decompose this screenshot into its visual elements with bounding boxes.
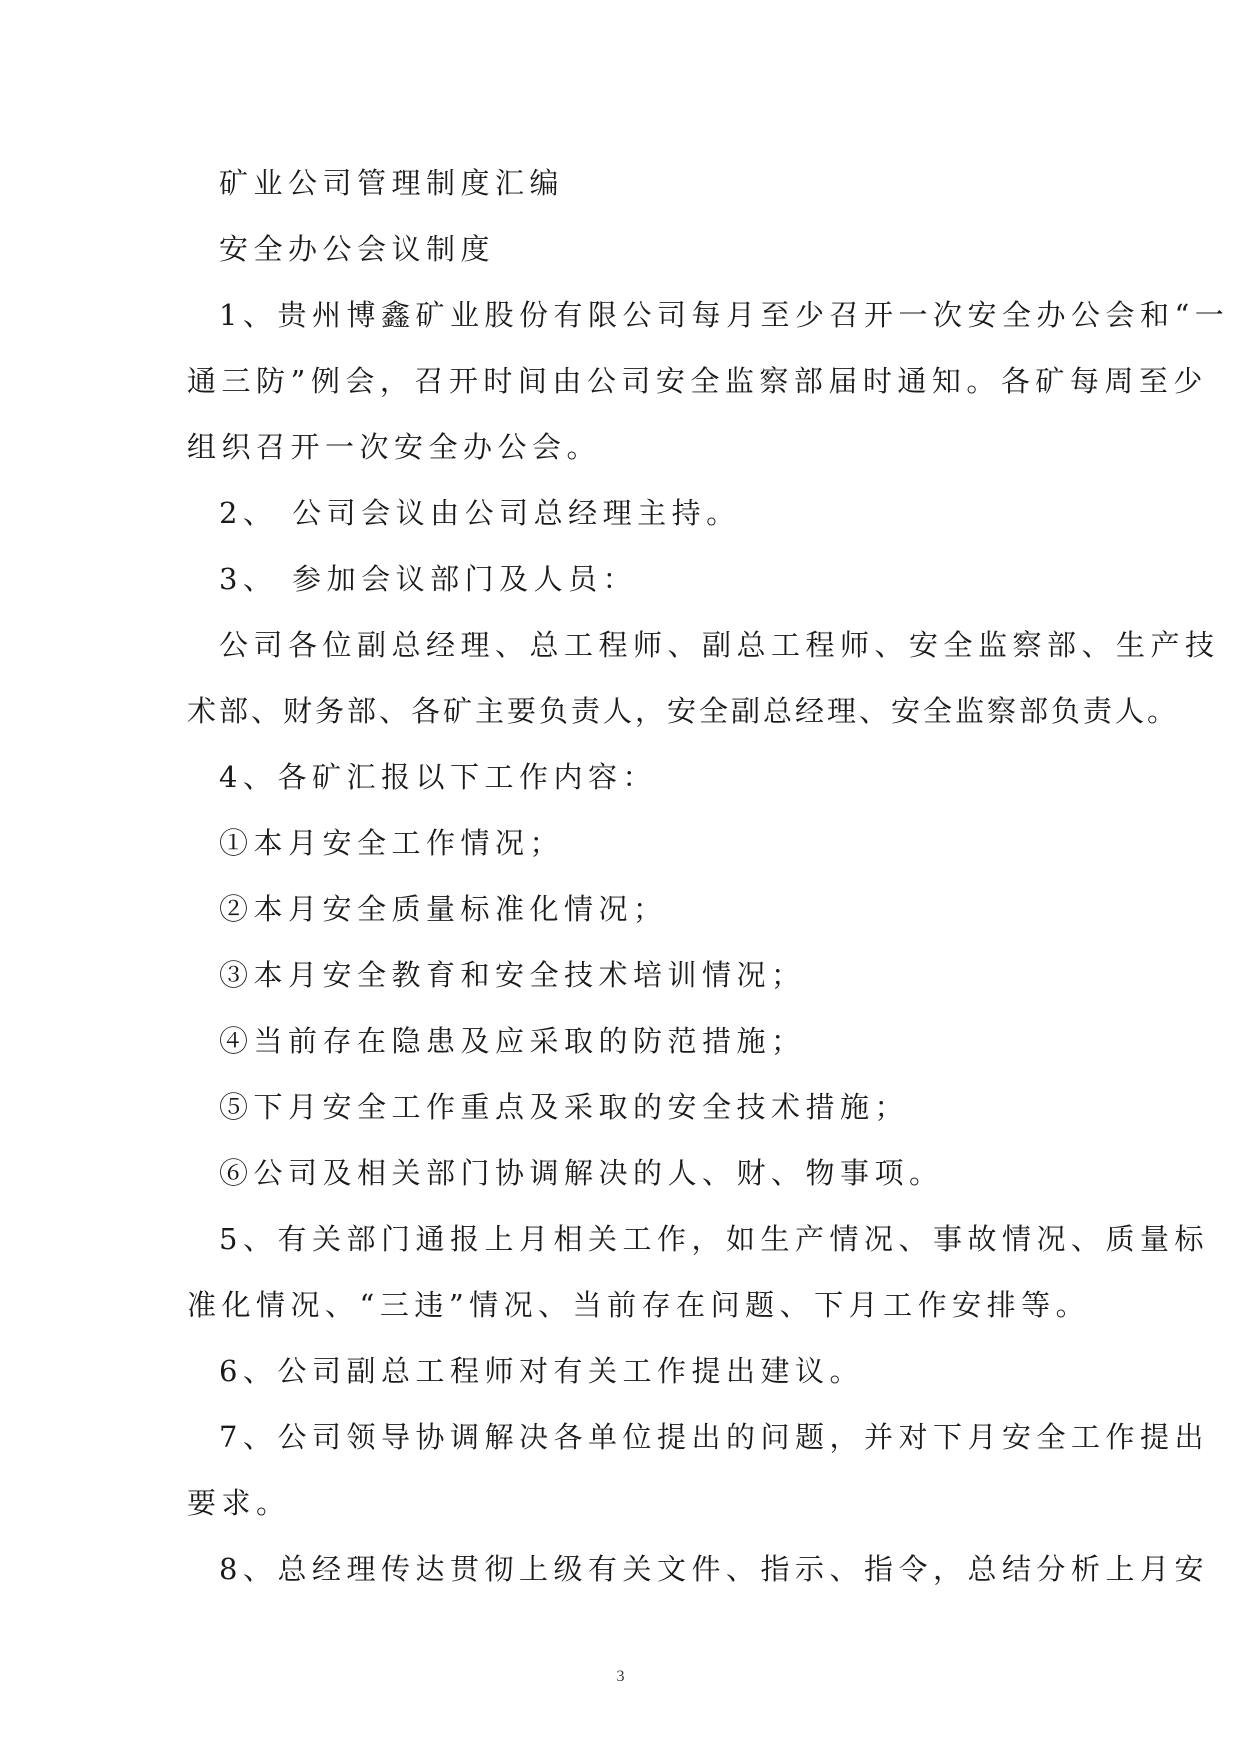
paragraph-line: 2、 公司会议由公司总经理主持。 (219, 496, 741, 530)
paragraph-line: 准化情况、“三违”情况、当前存在问题、下月工作安排等。 (187, 1288, 1091, 1322)
paragraph-line: 组织召开一次安全办公会。 (187, 430, 602, 464)
paragraph-line: 术部、财务部、各矿主要负责人，安全副总经理、安全监察部负责人。 (187, 694, 1180, 728)
list-item: ⑤下月安全工作重点及采取的安全技术措施； (219, 1090, 910, 1124)
paragraph-line: 6、公司副总工程师对有关工作提出建议。 (219, 1354, 864, 1388)
paragraph-line: 1、贵州博鑫矿业股份有限公司每月至少召开一次安全办公会和“一 (219, 298, 1230, 332)
document-title: 矿业公司管理制度汇编 (219, 166, 565, 200)
list-item: ⑥公司及相关部门协调解决的人、财、物事项。 (219, 1156, 944, 1190)
list-item: ①本月安全工作情况； (219, 826, 565, 860)
paragraph-line: 3、 参加会议部门及人员： (219, 562, 638, 596)
document-body (187, 150, 1230, 1602)
paragraph-line: 要求。 (187, 1486, 291, 1520)
paragraph-line: 8、总经理传达贯彻上级有关文件、指示、指令，总结分析上月安 (219, 1552, 1209, 1586)
paragraph-line: 通三防”例会，召开时间由公司安全监察部届时通知。各矿每周至少 (187, 364, 1208, 398)
paragraph-line: 7、公司领导协调解决各单位提出的问题，并对下月安全工作提出 (219, 1420, 1209, 1454)
paragraph-line: 公司各位副总经理、总工程师、副总工程师、安全监察部、生产技 (219, 628, 1220, 662)
section-heading: 安全办公会议制度 (219, 232, 496, 266)
list-item: ④当前存在隐患及应采取的防范措施； (219, 1024, 806, 1058)
list-item: ③本月安全教育和安全技术培训情况； (219, 958, 806, 992)
list-item: ②本月安全质量标准化情况； (219, 892, 668, 926)
paragraph-line: 5、有关部门通报上月相关工作，如生产情况、事故情况、质量标 (219, 1222, 1209, 1256)
page-number: 3 (616, 1668, 625, 1685)
paragraph-line: 4、各矿汇报以下工作内容： (219, 760, 657, 794)
